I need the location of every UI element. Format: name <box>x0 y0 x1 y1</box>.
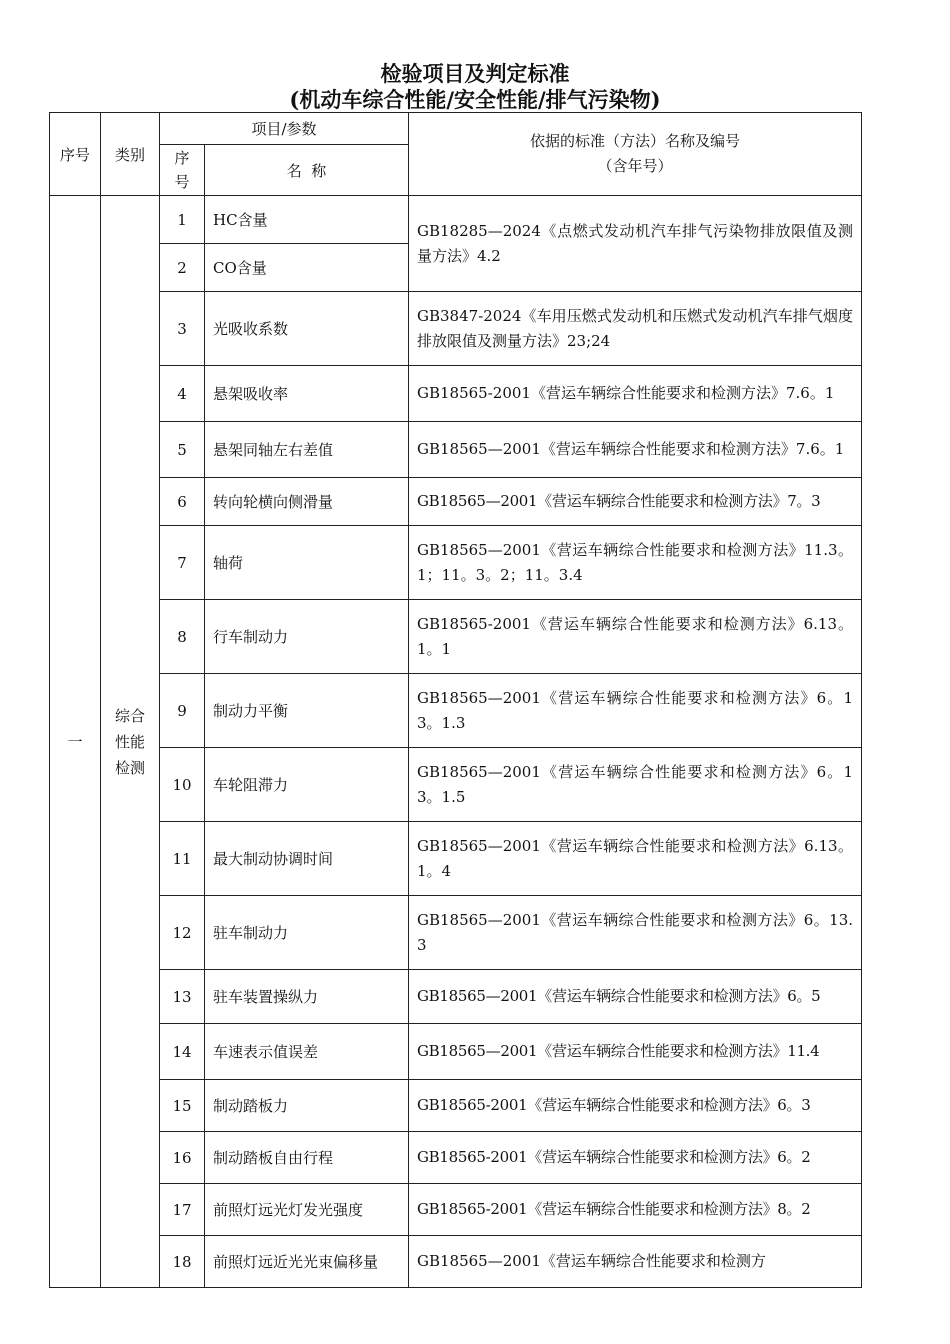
row-standard: GB18565-2001《营运车辆综合性能要求和检测方法》6.13。1。1 <box>409 600 862 674</box>
row-name: 制动踏板力 <box>205 1080 409 1132</box>
row-no: 10 <box>160 748 205 822</box>
row-standard: GB18565—2001《营运车辆综合性能要求和检测方法》6。13。1.5 <box>409 748 862 822</box>
row-no: 11 <box>160 822 205 896</box>
table-row <box>50 970 862 1024</box>
header-sub-seq: 序号 <box>160 145 205 196</box>
table-row <box>50 1080 862 1132</box>
row-name: 车速表示值误差 <box>205 1024 409 1080</box>
row-no: 2 <box>160 244 205 292</box>
row-name: 制动踏板自由行程 <box>205 1132 409 1184</box>
row-standard: GB18565—2001《营运车辆综合性能要求和检测方法》7.6。1 <box>409 422 862 478</box>
table-row <box>50 196 862 244</box>
row-name: 悬架吸收率 <box>205 366 409 422</box>
row-standard: GB18565—2001《营运车辆综合性能要求和检测方法》7。3 <box>409 478 862 526</box>
standards-table <box>49 112 862 1288</box>
table-row <box>50 748 862 822</box>
header-item-param: 项目/参数 <box>160 113 409 145</box>
table-row <box>50 1132 862 1184</box>
table-row <box>50 292 862 366</box>
row-no: 7 <box>160 526 205 600</box>
table-row <box>50 822 862 896</box>
row-standard: GB18565—2001《营运车辆综合性能要求和检测方法》6.13。1。4 <box>409 822 862 896</box>
header-standard-line1: 依据的标准（方法）名称及编号 <box>529 132 740 150</box>
row-no: 13 <box>160 970 205 1024</box>
row-name: 行车制动力 <box>205 600 409 674</box>
header-name: 名 称 <box>205 145 409 196</box>
table-row <box>50 1024 862 1080</box>
row-name: 光吸收系数 <box>205 292 409 366</box>
header-category: 类别 <box>101 113 160 196</box>
row-standard: GB18565—2001《营运车辆综合性能要求和检测方法》11.3。1；11。3。2；11。3.4 <box>409 526 862 600</box>
document-subtitle: (机动车综合性能/安全性能/排气污染物) <box>289 87 661 112</box>
row-no: 4 <box>160 366 205 422</box>
table-row <box>50 1236 862 1288</box>
row-no: 8 <box>160 600 205 674</box>
row-standard: GB18565—2001《营运车辆综合性能要求和检测方法》6。5 <box>409 970 862 1024</box>
table-row <box>50 1184 862 1236</box>
group-seq: 一 <box>50 196 101 1288</box>
row-standard: GB18565-2001《营运车辆综合性能要求和检测方法》6。2 <box>409 1132 862 1184</box>
row-no: 1 <box>160 196 205 244</box>
row-no: 3 <box>160 292 205 366</box>
row-standard: GB18565-2001《营运车辆综合性能要求和检测方法》8。2 <box>409 1184 862 1236</box>
row-standard: GB3847-2024《车用压燃式发动机和压燃式发动机汽车排气烟度排放限值及测量方法》23;24 <box>409 292 862 366</box>
row-no: 14 <box>160 1024 205 1080</box>
row-name: 驻车制动力 <box>205 896 409 970</box>
row-name: 前照灯远光灯发光强度 <box>205 1184 409 1236</box>
row-name: 悬架同轴左右差值 <box>205 422 409 478</box>
document-title: 检验项目及判定标准 <box>380 61 570 86</box>
table-row <box>50 600 862 674</box>
row-no: 12 <box>160 896 205 970</box>
row-no: 16 <box>160 1132 205 1184</box>
row-no: 5 <box>160 422 205 478</box>
table-row <box>50 526 862 600</box>
row-no: 15 <box>160 1080 205 1132</box>
table-row <box>50 674 862 748</box>
row-name: HC含量 <box>205 196 409 244</box>
row-standard: GB18285—2024《点燃式发动机汽车排气污染物排放限值及测量方法》4.2 <box>409 196 862 292</box>
row-standard: GB18565—2001《营运车辆综合性能要求和检测方法》6。13。1.3 <box>409 674 862 748</box>
header-standard-line2: （含年号） <box>597 157 673 175</box>
row-standard: GB18565—2001《营运车辆综合性能要求和检测方法》6。13.3 <box>409 896 862 970</box>
row-name: 驻车装置操纵力 <box>205 970 409 1024</box>
row-standard: GB18565-2001《营运车辆综合性能要求和检测方法》7.6。1 <box>409 366 862 422</box>
row-no: 18 <box>160 1236 205 1288</box>
row-name: 前照灯远近光光束偏移量 <box>205 1236 409 1288</box>
row-standard: GB18565-2001《营运车辆综合性能要求和检测方法》6。3 <box>409 1080 862 1132</box>
table-row <box>50 422 862 478</box>
row-standard: GB18565—2001《营运车辆综合性能要求和检测方法》11.4 <box>409 1024 862 1080</box>
row-no: 6 <box>160 478 205 526</box>
row-name: 轴荷 <box>205 526 409 600</box>
row-no: 17 <box>160 1184 205 1236</box>
group-category: 综合性能检测 <box>101 196 160 1288</box>
row-name: 转向轮横向侧滑量 <box>205 478 409 526</box>
table-row <box>50 366 862 422</box>
row-standard: GB18565—2001《营运车辆综合性能要求和检测方 <box>409 1236 862 1288</box>
header-seq: 序号 <box>50 113 101 196</box>
header-standard <box>409 113 862 196</box>
row-name: 车轮阻滞力 <box>205 748 409 822</box>
table-row <box>50 896 862 970</box>
row-no: 9 <box>160 674 205 748</box>
row-name: 最大制动协调时间 <box>205 822 409 896</box>
row-name: CO含量 <box>205 244 409 292</box>
row-name: 制动力平衡 <box>205 674 409 748</box>
table-row <box>50 478 862 526</box>
